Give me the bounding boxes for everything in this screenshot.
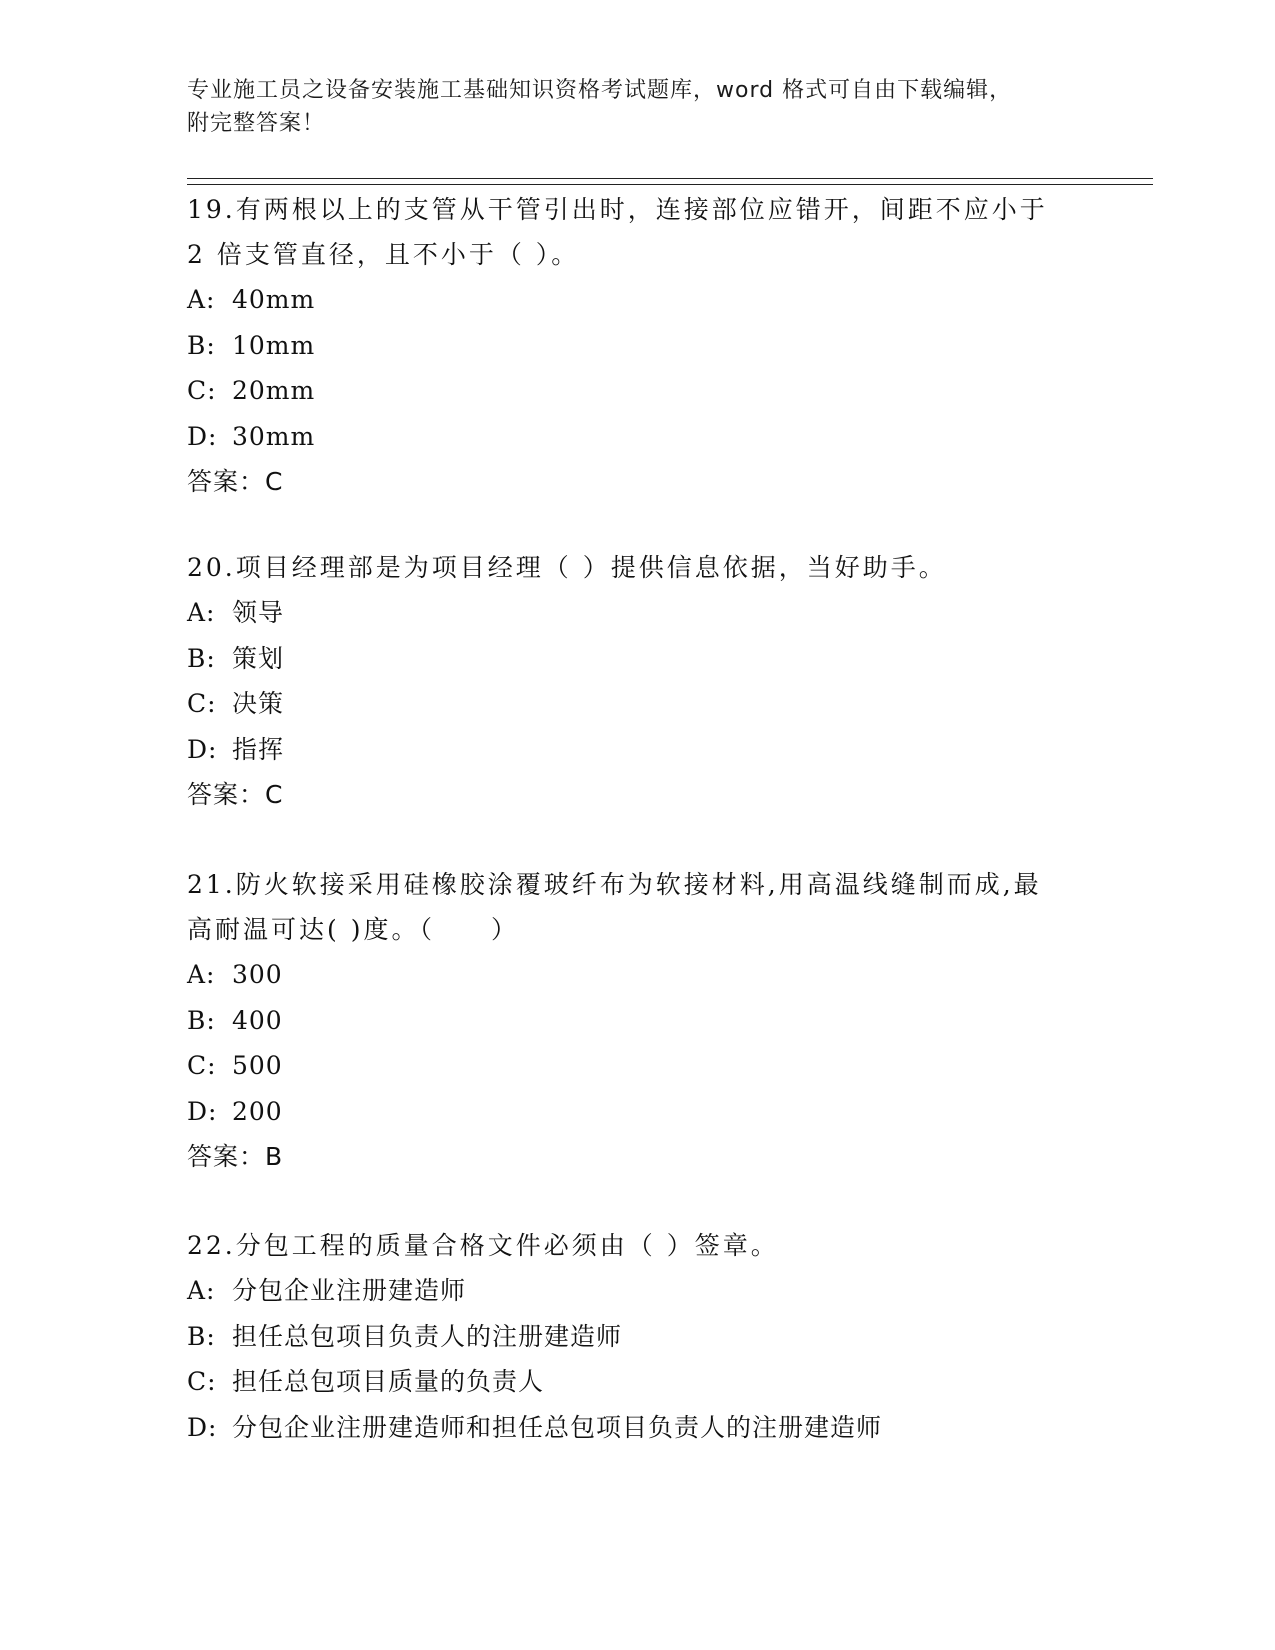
- option-key: D:: [187, 1412, 218, 1442]
- question-19: [187, 187, 1087, 504]
- option-value: 30mm: [232, 421, 316, 451]
- option-b: [187, 636, 1087, 682]
- option-key: A:: [187, 1276, 216, 1305]
- option-b: [187, 998, 1087, 1044]
- option-value: 领导: [232, 598, 285, 627]
- header-divider-top: [187, 178, 1153, 179]
- option-key: C:: [187, 1367, 217, 1396]
- question-text-line-1: 22.分包工程的质量合格文件必须由（ ）签章。: [187, 1231, 779, 1260]
- question-22: [187, 1223, 1087, 1450]
- option-value: 担任总包项目质量的负责人: [232, 1367, 545, 1396]
- option-key: B:: [187, 330, 216, 360]
- option-key: B:: [187, 643, 216, 673]
- question-text-line-2: 高耐温可达( )度。（ ）: [187, 915, 519, 944]
- option-value: 分包企业注册建造师: [232, 1276, 467, 1305]
- question-text-line-1: 20.项目经理部是为项目经理（ ）提供信息依据，当好助手。: [187, 553, 947, 582]
- question-20: [187, 545, 1087, 817]
- option-a: [187, 590, 1087, 636]
- option-value: 分包企业注册建造师和担任总包项目负责人的注册建造师: [232, 1412, 883, 1442]
- option-value: 40mm: [232, 285, 316, 314]
- option-key: D:: [187, 421, 218, 451]
- option-a: [187, 1268, 1087, 1314]
- option-value: 200: [232, 1096, 283, 1126]
- option-d: [187, 1089, 1087, 1135]
- document-header: [187, 74, 1087, 140]
- option-key: D:: [187, 734, 218, 764]
- answer: 答案：C: [187, 780, 284, 809]
- option-a: [187, 952, 1087, 998]
- header-line-2: 附完整答案！: [187, 111, 326, 136]
- option-value: 决策: [232, 689, 285, 718]
- option-c: [187, 681, 1087, 727]
- option-c: [187, 1359, 1087, 1405]
- option-key: C:: [187, 1051, 217, 1080]
- option-a: [187, 277, 1087, 323]
- option-key: A:: [187, 285, 216, 314]
- option-value: 指挥: [232, 734, 285, 764]
- option-value: 400: [232, 1005, 283, 1035]
- header-divider-bottom: [187, 184, 1153, 185]
- option-key: C:: [187, 376, 217, 405]
- question-21: [187, 862, 1087, 1179]
- question-text-line-1: 21.防火软接采用硅橡胶涂覆玻纤布为软接材料,用高温线缝制而成,最: [187, 870, 1042, 899]
- option-b: [187, 1314, 1087, 1360]
- question-text-line-2: 2 倍支管直径，且不小于（ ）。: [187, 240, 580, 269]
- option-key: B:: [187, 1321, 216, 1351]
- option-b: [187, 323, 1087, 369]
- header-line-1: 专业施工员之设备安装施工基础知识资格考试题库，word 格式可自由下载编辑，: [187, 78, 1013, 103]
- option-value: 500: [232, 1051, 283, 1080]
- option-value: 策划: [232, 643, 285, 673]
- option-key: A:: [187, 960, 216, 989]
- option-c: [187, 368, 1087, 414]
- option-value: 担任总包项目负责人的注册建造师: [232, 1321, 623, 1351]
- option-d: [187, 414, 1087, 460]
- option-d: [187, 727, 1087, 773]
- answer: 答案：B: [187, 1142, 284, 1171]
- option-value: 20mm: [232, 376, 316, 405]
- option-key: A:: [187, 598, 216, 627]
- option-key: D:: [187, 1096, 218, 1126]
- option-value: 300: [232, 960, 283, 989]
- option-key: B:: [187, 1005, 216, 1035]
- question-text-line-1: 19.有两根以上的支管从干管引出时，连接部位应错开，间距不应小于: [187, 195, 1048, 224]
- option-d: [187, 1405, 1087, 1451]
- option-value: 10mm: [232, 330, 316, 360]
- option-key: C:: [187, 689, 217, 718]
- answer: 答案：C: [187, 467, 284, 496]
- option-c: [187, 1043, 1087, 1089]
